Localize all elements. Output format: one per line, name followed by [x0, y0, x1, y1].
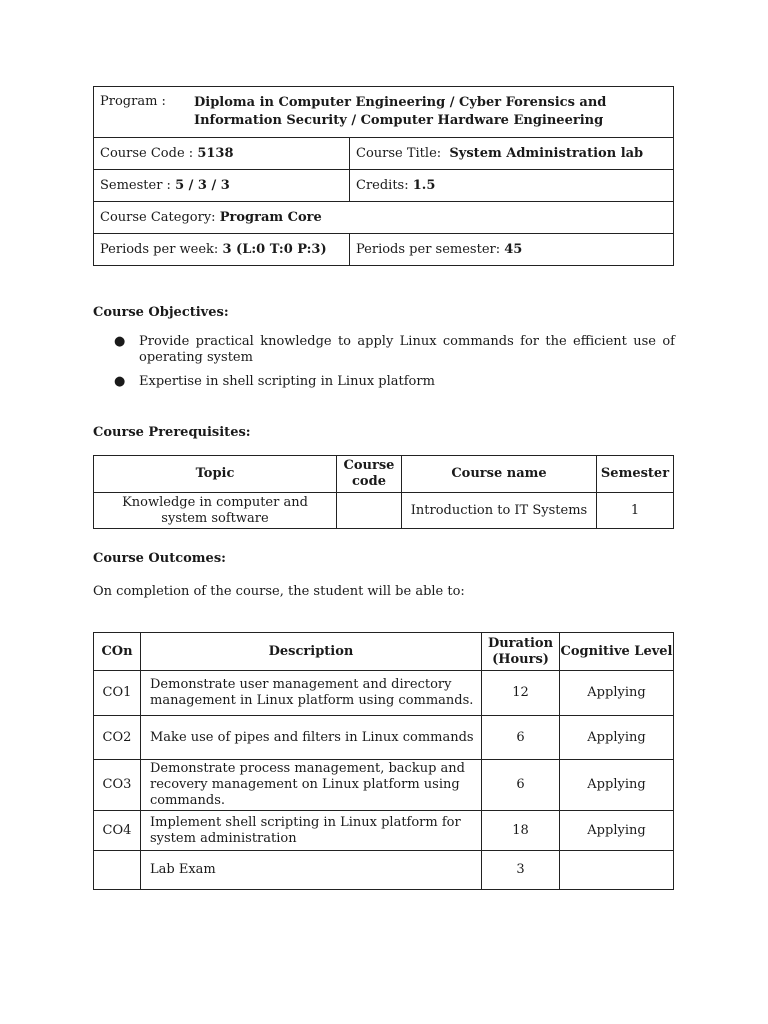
objective-text: Provide practical knowledge to apply Linux commands for the efficient use of operating system	[139, 334, 675, 365]
bullet-icon: ●	[114, 334, 126, 349]
cell-course-name: Introduction to IT Systems	[402, 493, 597, 529]
periods-week-value: 3 (L:0 T:0 P:3)	[222, 242, 327, 257]
cell-con: CO3	[94, 760, 141, 811]
prerequisites-heading: Course Prerequisites:	[93, 425, 251, 440]
semester-label: Semester :	[100, 178, 171, 193]
table-header-row	[94, 456, 674, 493]
bullet-icon: ●	[114, 374, 126, 389]
course-title-cell	[350, 138, 674, 170]
cell-course-code	[337, 493, 402, 529]
cell-duration: 12	[482, 671, 560, 716]
cell-con	[94, 851, 141, 890]
table-row	[94, 851, 674, 890]
cell-con: CO1	[94, 671, 141, 716]
cell-semester: 1	[597, 493, 674, 529]
table-row	[94, 493, 674, 529]
course-code-cell	[94, 138, 350, 170]
prerequisites-table	[93, 455, 674, 529]
cell-duration: 6	[482, 760, 560, 811]
credits-label: Credits:	[356, 178, 409, 193]
header-duration: Duration (Hours)	[482, 633, 560, 671]
course-title-value: System Administration lab	[449, 146, 644, 161]
course-code-value: 5138	[197, 146, 234, 161]
header-course-name: Course name	[402, 456, 597, 493]
course-title-label: Course Title:	[356, 146, 442, 161]
credits-value: 1.5	[412, 178, 436, 193]
cell-cognitive-level: Applying	[560, 716, 674, 760]
list-item	[93, 374, 675, 390]
table-row	[94, 811, 674, 851]
cell-con: CO2	[94, 716, 141, 760]
header-cognitive-level: Cognitive Level	[560, 633, 674, 671]
course-info-table	[93, 86, 674, 266]
outcomes-table	[93, 632, 674, 890]
program-cell	[94, 87, 674, 138]
category-cell	[94, 202, 674, 234]
cell-description: Demonstrate user management and directory management in Linux platform using commands.	[141, 671, 482, 716]
periods-semester-value: 45	[504, 242, 523, 257]
cell-description: Make use of pipes and filters in Linux commands	[141, 716, 482, 760]
periods-week-label: Periods per week:	[100, 242, 219, 257]
cell-con: CO4	[94, 811, 141, 851]
objectives-list	[93, 334, 675, 398]
periods-semester-cell	[350, 234, 674, 266]
periods-semester-label: Periods per semester:	[356, 242, 501, 257]
header-description: Description	[141, 633, 482, 671]
cell-topic: Knowledge in computer and system software	[94, 493, 337, 529]
cell-description: Implement shell scripting in Linux platform for system administration	[141, 811, 482, 851]
cell-duration: 3	[482, 851, 560, 890]
cell-description: Demonstrate process management, backup and recovery management on Linux platform using commands.	[141, 760, 482, 811]
header-con: COn	[94, 633, 141, 671]
category-label: Course Category:	[100, 210, 216, 225]
list-item	[93, 334, 675, 366]
periods-week-cell	[94, 234, 350, 266]
semester-cell	[94, 170, 350, 202]
credits-cell	[350, 170, 674, 202]
table-row	[94, 716, 674, 760]
cell-duration: 6	[482, 716, 560, 760]
semester-value: 5 / 3 / 3	[175, 178, 230, 193]
program-label: Program :	[100, 94, 166, 109]
cell-cognitive-level: Applying	[560, 760, 674, 811]
cell-description: Lab Exam	[141, 851, 482, 890]
cell-duration: 18	[482, 811, 560, 851]
course-code-label: Course Code :	[100, 146, 194, 161]
outcomes-heading: Course Outcomes:	[93, 551, 226, 566]
cell-cognitive-level	[560, 851, 674, 890]
table-header-row	[94, 633, 674, 671]
header-topic: Topic	[94, 456, 337, 493]
cell-cognitive-level: Applying	[560, 811, 674, 851]
program-value: Diploma in Computer Engineering / Cyber Forensics and Information Security / Computer Hardware Engineering	[194, 95, 607, 128]
table-row	[94, 760, 674, 811]
header-course-code: Course code	[337, 456, 402, 493]
header-semester: Semester	[597, 456, 674, 493]
category-value: Program Core	[219, 210, 322, 225]
objective-text: Expertise in shell scripting in Linux platform	[139, 374, 435, 389]
outcomes-intro: On completion of the course, the student will be able to:	[93, 584, 465, 599]
objectives-heading: Course Objectives:	[93, 305, 229, 320]
cell-cognitive-level: Applying	[560, 671, 674, 716]
table-row	[94, 671, 674, 716]
